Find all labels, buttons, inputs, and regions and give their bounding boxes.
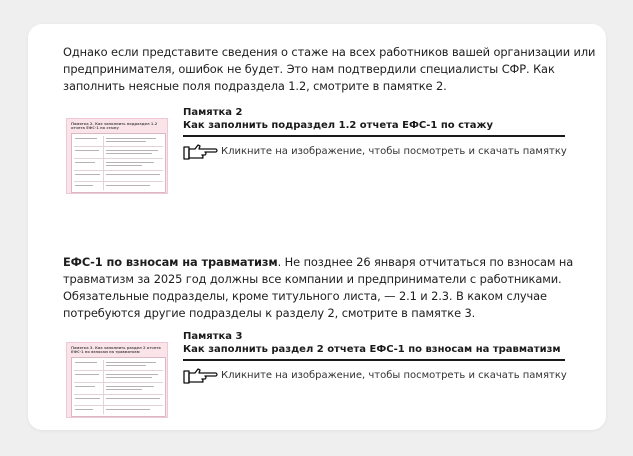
memo-hint[interactable] bbox=[183, 140, 567, 162]
paragraph-lead: ЕФС-1 по взносам на травматизм bbox=[63, 255, 278, 269]
article-paragraph bbox=[63, 254, 598, 322]
article-card bbox=[28, 24, 606, 430]
memo-hint[interactable] bbox=[183, 364, 567, 386]
thumbnail-table bbox=[71, 133, 166, 193]
memo-block bbox=[63, 106, 573, 196]
memo-title[interactable]: Как заполнить подраздел 1.2 отчета ЕФС-1 по стажу bbox=[183, 120, 494, 131]
thumbnail-title: Памятка 2. Как заполнить подраздел 1.2 отчета ЕФС-1 по стажу bbox=[71, 122, 158, 131]
divider bbox=[183, 135, 565, 137]
hint-text: Кликните на изображение, чтобы посмотреть и скачать памятку bbox=[221, 145, 567, 157]
thumbnail-title: Памятка 3. Как заполнить раздел 2 отчета ЕФС-1 по взносам на травматизм bbox=[71, 346, 161, 355]
paragraph-body: . Не позднее 26 января отчитаться по взносам на травматизм за 2025 год должны все компании и предприниматели с работниками. Обязательные подразделы, кроме титульного листа, — 2.1 и 2.3. В каком случае потребуются другие подразделы к разделу 2, смотрите в памятке 3. bbox=[63, 255, 574, 320]
article-paragraph: Однако если представите сведения о стаже на всех работников вашей организации или предпринимателя, ошибок не будет. Это нам подтвердили специалисты СФР. Как заполнить неясные поля подраздела 1.2, смотрите в памятке 2. bbox=[63, 45, 596, 93]
memo-label: Памятка 2 bbox=[183, 107, 243, 118]
memo-thumbnail[interactable] bbox=[66, 342, 168, 418]
pointing-hand-icon bbox=[183, 141, 219, 161]
memo-block bbox=[63, 330, 573, 420]
memo-label: Памятка 3 bbox=[183, 331, 243, 342]
pointing-hand-icon bbox=[183, 365, 219, 385]
memo-thumbnail[interactable] bbox=[66, 118, 168, 194]
divider bbox=[183, 359, 565, 361]
memo-title[interactable]: Как заполнить раздел 2 отчета ЕФС-1 по взносам на травматизм bbox=[183, 344, 561, 355]
thumbnail-table bbox=[71, 357, 166, 417]
hint-text: Кликните на изображение, чтобы посмотреть и скачать памятку bbox=[221, 369, 567, 381]
